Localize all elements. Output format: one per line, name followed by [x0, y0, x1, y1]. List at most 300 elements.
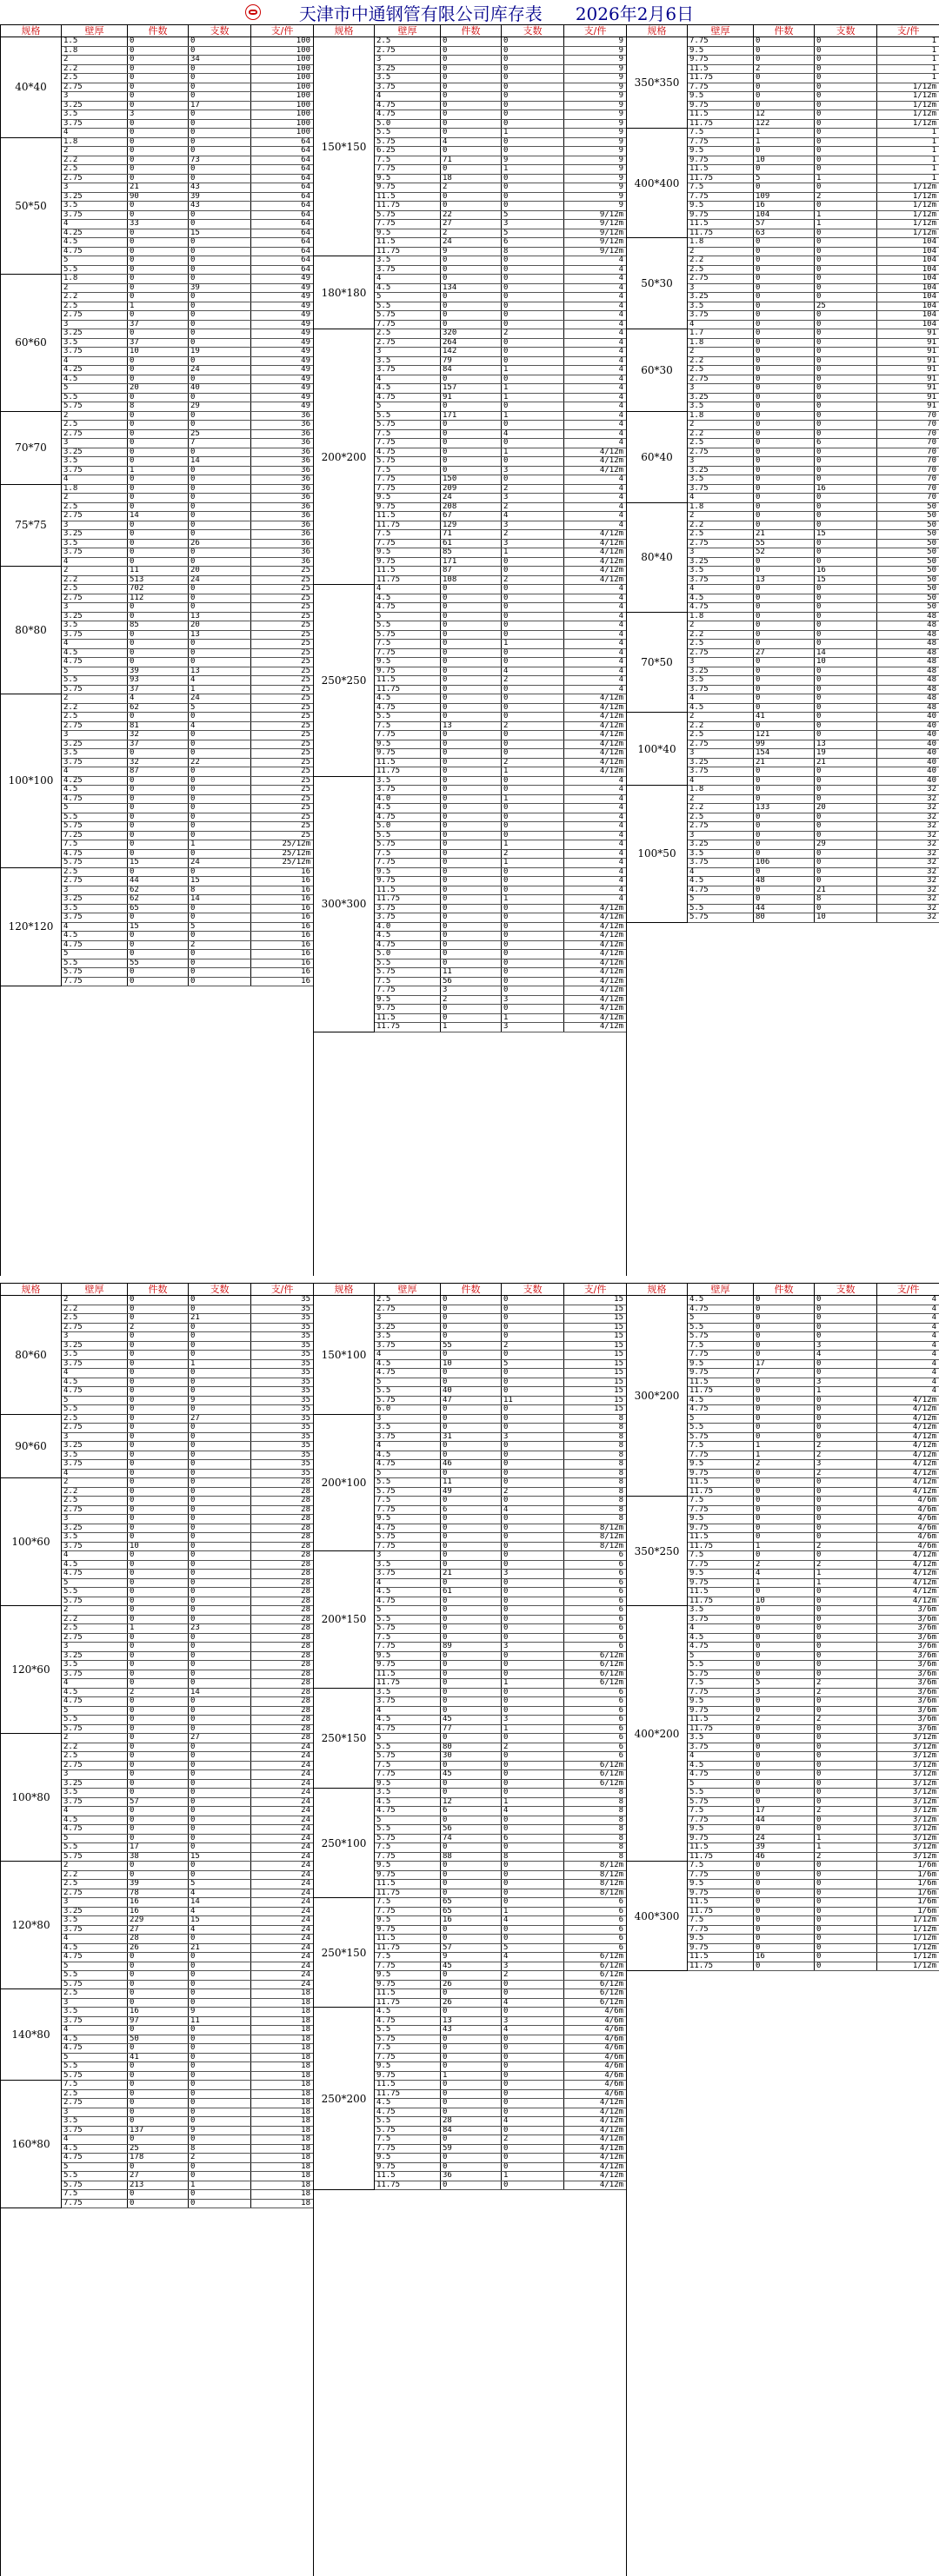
- table-row: [375, 1798, 627, 1808]
- wall-thickness-cell: 7.75: [688, 1926, 754, 1935]
- table-row: [688, 786, 939, 795]
- wall-thickness-cell: 4: [688, 494, 754, 502]
- wall-thickness-cell: 7.5: [375, 156, 441, 165]
- table-row: [62, 777, 314, 787]
- wall-thickness-cell: 2: [688, 421, 754, 429]
- piece-count-cell: 0: [502, 439, 564, 448]
- piece-count-cell: 2: [502, 759, 564, 767]
- piece-count-cell: 0: [815, 284, 877, 293]
- piece-count-cell: 0: [502, 1324, 564, 1332]
- bundle-count-cell: 0: [128, 83, 189, 92]
- table-row: [688, 329, 939, 339]
- table-row: [62, 421, 314, 430]
- bundle-count-cell: 91: [441, 394, 502, 402]
- wall-thickness-cell: 4.75: [688, 886, 754, 895]
- pieces-per-bundle-cell: 36: [251, 467, 314, 475]
- wall-thickness-cell: 4: [62, 2026, 128, 2035]
- column-header: 规格: [1, 25, 62, 37]
- table-row: [62, 2062, 314, 2072]
- piece-count-cell: 2: [815, 193, 877, 202]
- wall-thickness-cell: 9.5: [688, 47, 754, 56]
- wall-thickness-cell: 7.75: [375, 220, 441, 229]
- piece-count-cell: 0: [189, 548, 251, 557]
- wall-thickness-cell: 4: [62, 475, 128, 484]
- pieces-per-bundle-cell: 4: [564, 786, 627, 794]
- bundle-count-cell: 0: [441, 822, 502, 831]
- bundle-count-cell: 62: [128, 886, 189, 895]
- pieces-per-bundle-cell: 4/12m: [564, 1023, 627, 1032]
- wall-thickness-cell: 2: [62, 147, 128, 156]
- wall-thickness-cell: 11.5: [688, 110, 754, 119]
- bundle-count-cell: 2: [754, 1561, 815, 1570]
- bundle-count-cell: 0: [128, 1835, 189, 1843]
- table-row: [688, 1324, 939, 1333]
- wall-thickness-cell: 3: [688, 548, 754, 557]
- bundle-count-cell: 11: [441, 1478, 502, 1487]
- table-row: [688, 475, 939, 485]
- wall-thickness-cell: 3.75: [688, 686, 754, 694]
- wall-thickness-cell: 2.5: [62, 421, 128, 429]
- wall-thickness-cell: 4: [62, 767, 128, 776]
- table-row: [62, 722, 314, 732]
- bundle-count-cell: 0: [441, 1296, 502, 1305]
- pieces-per-bundle-cell: 4/12m: [877, 1561, 939, 1570]
- bundle-count-cell: 0: [441, 1697, 502, 1706]
- table-row: [688, 913, 939, 923]
- piece-count-cell: 0: [502, 1981, 564, 1989]
- spec-group: [314, 777, 627, 1032]
- bundle-count-cell: 0: [441, 1470, 502, 1478]
- bundle-count-cell: 36: [441, 2172, 502, 2181]
- pieces-per-bundle-cell: 28: [251, 1561, 314, 1570]
- bundle-count-cell: 0: [128, 1296, 189, 1305]
- bundle-count-cell: 0: [441, 804, 502, 813]
- table-row: [62, 1752, 314, 1762]
- pieces-per-bundle-cell: 4: [877, 1305, 939, 1314]
- table-row: [62, 165, 314, 175]
- pieces-per-bundle-cell: 91: [877, 366, 939, 375]
- table-row: [688, 521, 939, 531]
- table-row: [62, 877, 314, 886]
- table-row: [688, 1798, 939, 1808]
- column-header: 件数: [441, 1284, 502, 1295]
- inventory-column: [313, 24, 626, 1276]
- wall-thickness-cell: 2.5: [688, 266, 754, 275]
- table-row: [375, 47, 627, 56]
- bundle-count-cell: 1: [754, 1579, 815, 1588]
- wall-thickness-cell: 3: [62, 1898, 128, 1907]
- bundle-count-cell: 134: [441, 284, 502, 293]
- table-row: [688, 594, 939, 604]
- wall-thickness-cell: 5.75: [375, 1752, 441, 1761]
- bundle-count-cell: 0: [754, 430, 815, 439]
- piece-count-cell: 0: [815, 1944, 877, 1953]
- piece-count-cell: 0: [815, 421, 877, 429]
- table-row: [375, 594, 627, 604]
- wall-thickness-cell: 2: [62, 567, 128, 575]
- bundle-count-cell: 0: [128, 421, 189, 429]
- wall-thickness-cell: 2.2: [62, 293, 128, 302]
- pieces-per-bundle-cell: 4/6m: [877, 1515, 939, 1524]
- wall-thickness-cell: 2.5: [688, 731, 754, 740]
- bundle-count-cell: 0: [441, 2108, 502, 2117]
- table-row: [688, 1898, 939, 1908]
- bundle-count-cell: 28: [441, 2117, 502, 2126]
- wall-thickness-cell: 5.75: [688, 913, 754, 922]
- table-row: [62, 1889, 314, 1899]
- wall-thickness-cell: 3.75: [375, 1697, 441, 1706]
- piece-count-cell: 4: [502, 1953, 564, 1962]
- piece-count-cell: 3: [502, 467, 564, 475]
- table-row: [688, 357, 939, 367]
- table-row: [62, 1378, 314, 1388]
- bundle-count-cell: 0: [441, 795, 502, 804]
- bundle-count-cell: 0: [128, 311, 189, 320]
- piece-count-cell: 0: [815, 1725, 877, 1734]
- bundle-count-cell: 0: [441, 832, 502, 840]
- piece-count-cell: 0: [189, 2062, 251, 2071]
- table-row: [688, 1543, 939, 1552]
- piece-count-cell: 0: [815, 430, 877, 439]
- bundle-count-cell: 0: [754, 567, 815, 575]
- bundle-count-cell: 24: [441, 238, 502, 247]
- wall-thickness-cell: 3.75: [688, 767, 754, 776]
- wall-thickness-cell: 3.75: [688, 576, 754, 585]
- wall-thickness-cell: 11.5: [688, 65, 754, 74]
- table-row: [688, 1643, 939, 1652]
- bundle-count-cell: 0: [441, 777, 502, 786]
- pieces-per-bundle-cell: 6: [564, 1926, 627, 1935]
- bundle-count-cell: 0: [441, 1543, 502, 1551]
- bundle-count-cell: 22: [441, 211, 502, 220]
- bundle-count-cell: 0: [754, 1770, 815, 1779]
- wall-thickness-cell: 7.75: [688, 1451, 754, 1460]
- piece-count-cell: 0: [815, 311, 877, 320]
- bundle-count-cell: 0: [128, 613, 189, 621]
- wall-thickness-cell: 7.75: [375, 649, 441, 658]
- piece-count-cell: 0: [502, 37, 564, 46]
- bundle-count-cell: 0: [128, 2044, 189, 2053]
- piece-count-cell: 0: [815, 1332, 877, 1341]
- bundle-count-cell: 0: [128, 1570, 189, 1578]
- wall-thickness-cell: 2.5: [375, 1296, 441, 1305]
- piece-count-cell: 0: [815, 275, 877, 283]
- pieces-per-bundle-cell: 36: [251, 430, 314, 439]
- piece-count-cell: 0: [815, 585, 877, 594]
- column-header: 支/件: [564, 1284, 627, 1295]
- bundle-count-cell: 0: [441, 1424, 502, 1432]
- table-row: [688, 530, 939, 540]
- table-row: [62, 1725, 314, 1735]
- bundle-count-cell: 0: [754, 512, 815, 521]
- wall-thickness-cell: 5.5: [62, 676, 128, 685]
- pieces-per-bundle-cell: 70: [877, 430, 939, 439]
- piece-count-cell: 0: [815, 229, 877, 238]
- table-row: [62, 1405, 314, 1415]
- piece-count-cell: 0: [502, 402, 564, 411]
- table-row: [375, 348, 627, 357]
- spec-label: 400*300: [627, 1862, 688, 1970]
- wall-thickness-cell: 2.5: [62, 868, 128, 877]
- pieces-per-bundle-cell: 1/12m: [877, 1916, 939, 1925]
- table-row: [375, 248, 627, 257]
- wall-thickness-cell: 2.2: [62, 65, 128, 74]
- piece-count-cell: 0: [502, 1762, 564, 1770]
- wall-thickness-cell: 7.5: [375, 722, 441, 731]
- table-row: [688, 740, 939, 750]
- pieces-per-bundle-cell: 18: [251, 2190, 314, 2199]
- pieces-per-bundle-cell: 18: [251, 2081, 314, 2089]
- wall-thickness-cell: 4.5: [688, 877, 754, 886]
- pieces-per-bundle-cell: 24: [251, 1898, 314, 1907]
- bundle-count-cell: 6: [441, 1807, 502, 1816]
- pieces-per-bundle-cell: 6: [564, 1743, 627, 1752]
- piece-count-cell: 0: [502, 1889, 564, 1898]
- wall-thickness-cell: 4: [688, 1752, 754, 1761]
- wall-thickness-cell: 4.75: [375, 704, 441, 713]
- wall-thickness-cell: 9.75: [688, 1579, 754, 1588]
- bundle-count-cell: 0: [128, 1515, 189, 1524]
- table-row: [375, 1971, 627, 1981]
- bundle-count-cell: 0: [754, 275, 815, 283]
- wall-thickness-cell: 9.75: [688, 1835, 754, 1843]
- table-row: [375, 950, 627, 959]
- table-row: [375, 767, 627, 777]
- bundle-count-cell: 0: [754, 56, 815, 64]
- wall-thickness-cell: 5.75: [375, 1397, 441, 1405]
- pieces-per-bundle-cell: 8: [564, 1442, 627, 1451]
- table-row: [688, 311, 939, 321]
- pieces-per-bundle-cell: 50: [877, 594, 939, 603]
- wall-thickness-cell: 9.5: [375, 1515, 441, 1524]
- wall-thickness-cell: 4: [375, 1351, 441, 1359]
- pieces-per-bundle-cell: 104: [877, 311, 939, 320]
- table-row: [688, 1342, 939, 1351]
- wall-thickness-cell: 3.25: [688, 759, 754, 767]
- table-row: [375, 394, 627, 403]
- piece-count-cell: 1: [502, 1908, 564, 1916]
- piece-count-cell: 0: [502, 1734, 564, 1743]
- table-row: [62, 120, 314, 129]
- bundle-count-cell: 0: [128, 1342, 189, 1351]
- table-row: [688, 1825, 939, 1835]
- piece-count-cell: 0: [815, 321, 877, 329]
- wall-thickness-cell: 5.0: [375, 120, 441, 129]
- spec-group: [627, 503, 939, 613]
- piece-count-cell: 0: [502, 1551, 564, 1560]
- wall-thickness-cell: 11.5: [688, 1588, 754, 1597]
- piece-count-cell: 0: [815, 339, 877, 348]
- table-row: [375, 941, 627, 951]
- pieces-per-bundle-cell: 4: [564, 585, 627, 594]
- wall-thickness-cell: 5.75: [375, 631, 441, 640]
- bundle-count-cell: 3: [441, 986, 502, 995]
- bundle-count-cell: 0: [128, 1415, 189, 1424]
- bundle-count-cell: 0: [128, 1433, 189, 1442]
- piece-count-cell: 0: [189, 1296, 251, 1305]
- bundle-count-cell: 0: [441, 1551, 502, 1560]
- wall-thickness-cell: 11.75: [688, 1725, 754, 1734]
- table-row: [688, 248, 939, 257]
- spec-label: 80*80: [1, 567, 62, 694]
- wall-thickness-cell: 3: [375, 1314, 441, 1323]
- piece-count-cell: 0: [502, 1898, 564, 1907]
- piece-count-cell: 0: [189, 1981, 251, 1989]
- spec-label: 40*40: [1, 37, 62, 137]
- piece-count-cell: 2: [815, 1716, 877, 1724]
- wall-thickness-cell: 7.75: [375, 2145, 441, 2154]
- piece-count-cell: 0: [502, 1780, 564, 1789]
- pieces-per-bundle-cell: 28: [251, 1707, 314, 1716]
- table-row: [62, 503, 314, 513]
- piece-count-cell: 27: [189, 1734, 251, 1743]
- wall-thickness-cell: 3.25: [62, 530, 128, 539]
- table-row: [62, 1679, 314, 1689]
- wall-thickness-cell: 11.75: [688, 1488, 754, 1497]
- table-row: [375, 959, 627, 969]
- piece-count-cell: 5: [189, 704, 251, 713]
- table-row: [62, 266, 314, 276]
- wall-thickness-cell: 3.75: [62, 348, 128, 356]
- piece-count-cell: 0: [815, 467, 877, 475]
- wall-thickness-cell: 3.25: [62, 1652, 128, 1661]
- spec-label: 160*80: [1, 2081, 62, 2208]
- bundle-count-cell: 0: [441, 913, 502, 922]
- piece-count-cell: 0: [502, 1926, 564, 1935]
- wall-thickness-cell: 4.75: [688, 603, 754, 612]
- wall-thickness-cell: 11.5: [375, 1989, 441, 1998]
- bundle-count-cell: 0: [754, 1789, 815, 1797]
- bundle-count-cell: 0: [441, 868, 502, 877]
- table-row: [375, 832, 627, 841]
- spec-group: [314, 1689, 627, 1789]
- bundle-count-cell: 10: [128, 1543, 189, 1551]
- pieces-per-bundle-cell: 1: [877, 65, 939, 74]
- wall-thickness-cell: 3.75: [62, 1670, 128, 1679]
- table-row: [688, 183, 939, 193]
- pieces-per-bundle-cell: 104: [877, 284, 939, 293]
- spec-label: 100*60: [1, 1478, 62, 1605]
- pieces-per-bundle-cell: 4: [564, 357, 627, 366]
- bundle-count-cell: 0: [441, 74, 502, 83]
- pieces-per-bundle-cell: 4/12m: [564, 567, 627, 575]
- spec-group: [314, 1789, 627, 1898]
- wall-thickness-cell: 5: [62, 256, 128, 265]
- table-row: [375, 667, 627, 677]
- pieces-per-bundle-cell: 6: [564, 1579, 627, 1588]
- wall-thickness-cell: 2.2: [62, 156, 128, 165]
- wall-thickness-cell: 4: [62, 357, 128, 366]
- bundle-count-cell: 0: [754, 248, 815, 256]
- bundle-count-cell: 87: [128, 767, 189, 776]
- bundle-count-cell: 10: [441, 1360, 502, 1369]
- bundle-count-cell: 0: [128, 275, 189, 283]
- wall-thickness-cell: 1.5: [62, 37, 128, 46]
- wall-thickness-cell: 4: [62, 1551, 128, 1560]
- piece-count-cell: 0: [189, 978, 251, 986]
- bundle-count-cell: 0: [128, 1424, 189, 1432]
- table-row: [688, 1926, 939, 1935]
- piece-count-cell: 4: [189, 1908, 251, 1916]
- piece-count-cell: 0: [815, 1533, 877, 1542]
- wall-thickness-cell: 7.5: [375, 1843, 441, 1852]
- table-row: [688, 1634, 939, 1643]
- wall-thickness-cell: 4.75: [688, 1305, 754, 1314]
- table-row: [62, 1880, 314, 1889]
- wall-thickness-cell: 7.75: [375, 731, 441, 740]
- piece-count-cell: 0: [189, 1433, 251, 1442]
- bundle-count-cell: 0: [128, 65, 189, 74]
- pieces-per-bundle-cell: 36: [251, 494, 314, 502]
- wall-thickness-cell: 4.5: [688, 594, 754, 603]
- pieces-per-bundle-cell: 35: [251, 1470, 314, 1478]
- table-row: [688, 1789, 939, 1798]
- piece-count-cell: 15: [189, 1916, 251, 1925]
- table-row: [62, 1707, 314, 1716]
- table-row: [62, 804, 314, 813]
- pieces-per-bundle-cell: 32: [877, 786, 939, 794]
- wall-thickness-cell: 3.25: [688, 467, 754, 475]
- table-row: [375, 1962, 627, 1972]
- table-row: [375, 822, 627, 832]
- table-row: [375, 786, 627, 795]
- piece-count-cell: 0: [502, 1697, 564, 1706]
- pieces-per-bundle-cell: 4: [564, 631, 627, 640]
- wall-thickness-cell: 5.5: [375, 1743, 441, 1752]
- bundle-count-cell: 0: [128, 1305, 189, 1314]
- bundle-count-cell: 0: [128, 366, 189, 375]
- wall-thickness-cell: 9.5: [375, 1971, 441, 1980]
- piece-count-cell: 0: [502, 749, 564, 758]
- wall-thickness-cell: 9.5: [688, 1460, 754, 1469]
- table-row: [62, 941, 314, 951]
- pieces-per-bundle-cell: 6: [564, 1643, 627, 1651]
- table-row: [62, 1999, 314, 2008]
- bundle-count-cell: 0: [754, 585, 815, 594]
- pieces-per-bundle-cell: 91: [877, 402, 939, 411]
- bundle-count-cell: 21: [128, 183, 189, 192]
- piece-count-cell: 0: [815, 366, 877, 375]
- pieces-per-bundle-cell: 4/12m: [877, 1460, 939, 1469]
- bundle-count-cell: 21: [441, 1570, 502, 1578]
- pieces-per-bundle-cell: 6/12m: [564, 1953, 627, 1962]
- wall-thickness-cell: 2.5: [688, 366, 754, 375]
- wall-thickness-cell: 2.75: [375, 339, 441, 348]
- pieces-per-bundle-cell: 1/12m: [877, 120, 939, 129]
- bundle-count-cell: 0: [128, 1332, 189, 1341]
- piece-count-cell: 0: [815, 1898, 877, 1907]
- pieces-per-bundle-cell: 1/12m: [877, 183, 939, 192]
- pieces-per-bundle-cell: 4/12m: [564, 2145, 627, 2154]
- piece-count-cell: 0: [815, 1360, 877, 1369]
- wall-thickness-cell: 5: [375, 1606, 441, 1615]
- table-row: [375, 1570, 627, 1579]
- bundle-count-cell: 27: [754, 649, 815, 658]
- piece-count-cell: 0: [815, 1743, 877, 1752]
- piece-count-cell: 1: [502, 394, 564, 402]
- table-row: [62, 1533, 314, 1543]
- bundle-count-cell: 0: [128, 1597, 189, 1606]
- table-row: [375, 1478, 627, 1488]
- bundle-count-cell: 13: [754, 576, 815, 585]
- wall-thickness-cell: 2.5: [62, 74, 128, 83]
- bundle-count-cell: 44: [754, 905, 815, 913]
- piece-count-cell: 0: [502, 457, 564, 466]
- piece-count-cell: 0: [189, 649, 251, 658]
- table-row: [688, 1497, 939, 1506]
- table-row: [62, 1478, 314, 1488]
- pieces-per-bundle-cell: 1: [877, 56, 939, 64]
